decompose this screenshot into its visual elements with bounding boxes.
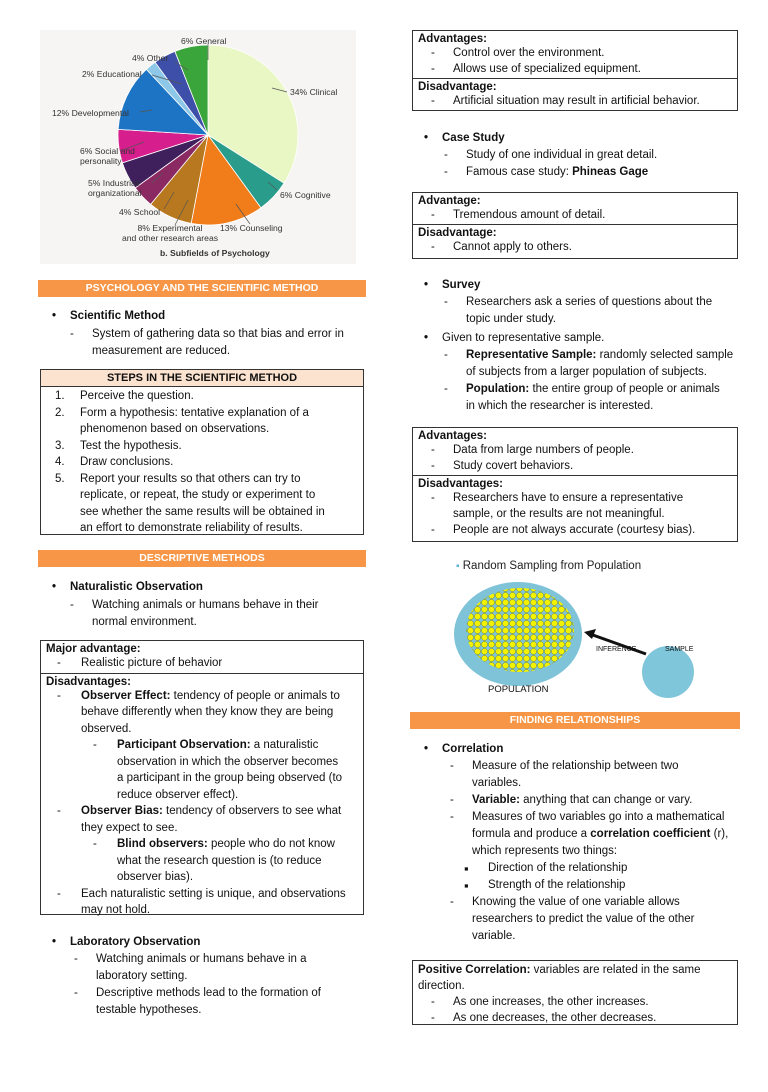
label-other: 4% Other xyxy=(132,53,169,63)
sample-label: SAMPLE xyxy=(665,646,694,653)
label-counseling: 13% Counseling xyxy=(220,223,283,233)
step-3: 3. Test the hypothesis. xyxy=(55,439,182,452)
section-banner-scientific-method: PSYCHOLOGY AND THE SCIENTIFIC METHOD xyxy=(38,280,366,297)
correlation-desc: - Measure of the relationship between two variables. - Variable: anything that can change or vary. - Measures of two variables go into a mathematical formula and produce a correlation coefficient (r), which represents two things: ▪ Direction of the relationship ▪ Strength of the relationship - Knowing the value of one variable allows researchers to predict the value of the other variable. xyxy=(450,758,740,945)
survey-dis-2: - People are not always accurate (courtesy bias). xyxy=(413,522,737,538)
positive-item-2: - As one decreases, the other decreases. xyxy=(413,1010,737,1026)
step-4: 4. Draw conclusions. xyxy=(55,456,174,468)
section-banner-relationships: FINDING RELATIONSHIPS xyxy=(410,712,740,729)
population-individuals xyxy=(466,588,574,672)
case-study-desc: - Study of one individual in great detail. - Famous case study: Phineas Gage xyxy=(444,147,734,181)
lab-box xyxy=(412,30,738,111)
step-1: 1. Perceive the question. xyxy=(55,390,194,402)
blind-observers-item: - Blind observers: people who do not know what the research question is (to reduce observer bias). xyxy=(41,836,363,886)
strength-item: ▪ Strength of the relationship xyxy=(460,877,740,894)
scientific-method-desc: - System of gathering data so that bias and error in measurement are reduced. xyxy=(70,326,370,360)
survey-box xyxy=(412,427,738,542)
observer-bias-item: - Observer Bias: tendency of observers to see what they expect to see. xyxy=(41,803,363,836)
step-5: 5. Report your results so that others can try to replicate, or repeat, the study or experiment to see whether the same results will be obtained in an effort to demonstrate reliability of results. xyxy=(55,472,325,534)
case-box xyxy=(412,192,738,259)
label-developmental: 12% Developmental xyxy=(52,108,129,118)
label-social: 6% Social and personality xyxy=(80,146,135,166)
disadvantages-heading: Disadvantages: xyxy=(46,675,132,688)
lab-dis-1: - Artificial situation may result in artificial behavior. xyxy=(413,93,737,109)
unique-setting-item: - Each naturalistic setting is unique, and observations may not hold. xyxy=(41,886,363,919)
survey-adv-2: - Study covert behaviors. xyxy=(413,458,737,475)
correlation-heading: • Correlation xyxy=(442,741,503,758)
survey-desc: - Researchers ask a series of questions about the topic under study. xyxy=(444,294,740,328)
case-study-heading: • Case Study xyxy=(442,130,505,147)
sampling-title: ▪ Random Sampling from Population xyxy=(456,560,642,572)
survey-adv-1: - Data from large numbers of people. xyxy=(413,442,737,458)
sampling-diagram xyxy=(446,578,736,700)
lab-advantages-heading: Advantages: xyxy=(418,33,488,45)
positive-item-1: - As one increases, the other increases. xyxy=(413,994,737,1010)
survey-advantages-heading: Advantages: xyxy=(418,430,488,442)
steps-box xyxy=(40,369,364,535)
lab-disadvantage-heading: Disadvantage: xyxy=(418,81,497,93)
positive-correlation-box xyxy=(412,960,738,1025)
lab-adv-2: - Allows use of specialized equipment. xyxy=(413,61,737,78)
case-disadvantage-heading: Disadvantage: xyxy=(418,227,497,239)
major-advantage-heading: Major advantage: xyxy=(46,643,141,655)
step-2: 2. Form a hypothesis: tentative explanation of a phenomenon based on observations. xyxy=(55,406,309,435)
label-industrial: 5% Industrial/ organizational xyxy=(88,178,142,198)
steps-list xyxy=(41,387,363,537)
steps-title: STEPS IN THE SCIENTIFIC METHOD xyxy=(41,370,363,387)
lab-adv-1: - Control over the environment. xyxy=(413,45,737,61)
pie-labels xyxy=(40,30,356,264)
naturalistic-box xyxy=(40,640,364,915)
laboratory-desc: - Watching animals or humans behave in a laboratory setting. - Descriptive methods lead to the formation of testable hypotheses. xyxy=(74,951,364,1019)
observer-effect-item: - Observer Effect: tendency of people or animals to behave differently when they know they are being observed. xyxy=(41,688,363,738)
pie-caption: b. Subfields of Psychology xyxy=(160,248,270,258)
case-dis-1: - Cannot apply to others. xyxy=(413,239,737,255)
survey-disadvantages-heading: Disadvantages: xyxy=(418,478,504,490)
survey-dis-1: - Researchers have to ensure a representative sample, or the results are not meaningful. xyxy=(413,490,737,522)
label-general: 6% General xyxy=(181,36,227,46)
laboratory-heading: • Laboratory Observation xyxy=(70,934,200,951)
scientific-method-heading: • Scientific Method xyxy=(70,308,165,325)
label-educational: 2% Educational xyxy=(82,69,142,79)
positive-correlation-def: Positive Correlation: variables are related in the same direction. xyxy=(418,964,701,992)
section-banner-descriptive: DESCRIPTIVE METHODS xyxy=(38,550,366,567)
case-advantage-heading: Advantage: xyxy=(418,195,481,207)
sampling-bullet-icon: ▪ xyxy=(456,561,460,572)
direction-item: ▪ Direction of the relationship xyxy=(460,860,740,877)
label-clinical: 34% Clinical xyxy=(290,87,338,97)
survey-defs: - Representative Sample: randomly selected sample of subjects from a larger population of subjects. - Population: the entire group of people or animals in which the researcher is interested. xyxy=(444,347,744,415)
survey-given: • Given to representative sample. xyxy=(442,330,604,347)
label-cognitive: 6% Cognitive xyxy=(280,190,331,200)
label-experimental: 8% Experimental and other research areas xyxy=(122,223,219,243)
naturalistic-desc: - Watching animals or humans behave in their normal environment. xyxy=(70,597,370,631)
case-adv-1: - Tremendous amount of detail. xyxy=(413,207,737,224)
adv-item: - Realistic picture of behavior xyxy=(41,655,363,673)
survey-heading: • Survey xyxy=(442,277,480,294)
naturalistic-heading: • Naturalistic Observation xyxy=(70,579,203,596)
inference-label: INFERENCE xyxy=(596,646,637,653)
population-label: POPULATION xyxy=(488,684,549,695)
participant-observation-item: - Participant Observation: a naturalistic observation in which the observer becomes a participant in the group being observed (to reduce observer effect). xyxy=(41,737,363,803)
label-school: 4% School xyxy=(119,207,161,217)
sample-circle xyxy=(642,646,694,698)
